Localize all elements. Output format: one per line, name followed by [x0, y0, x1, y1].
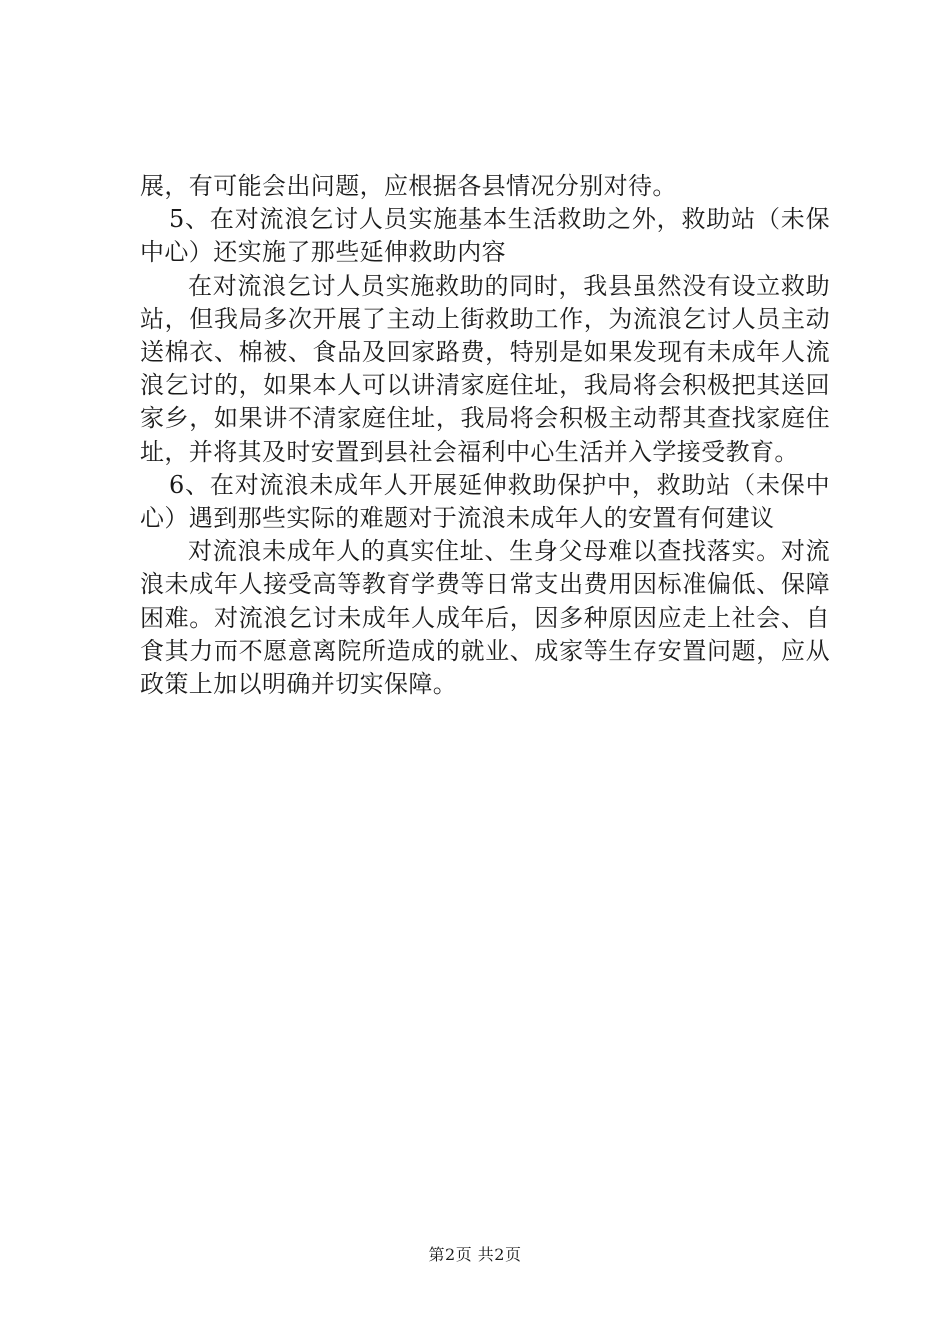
paragraph-difficulties: 对流浪未成年人的真实住址、生身父母难以查找落实。对流浪未成年人接受高等教育学费等日常支出费用因标准偏低、保障困难。对流浪乞讨未成年人成年后，因多种原因应走上社会、自食其力而不愿意离院所造成的就业、成家等生存安置问题，应从政策上加以明确并切实保障。 — [140, 537, 830, 699]
paragraph-continuation: 展，有可能会出问题，应根据各县情况分别对待。 — [140, 172, 677, 200]
section-heading-5: 5、在对流浪乞讨人员实施基本生活救助之外，救助站（未保中心）还实施了那些延伸救助内容 — [140, 205, 830, 267]
paragraph-rescue-measures: 在对流浪乞讨人员实施救助的同时，我县虽然没有设立救助站，但我局多次开展了主动上街救助工作，为流浪乞讨人员主动送棉衣、棉被、食品及回家路费，特别是如果发现有未成年人流浪乞讨的，如果本人可以讲清家庭住址，我局将会积极把其送回家乡，如果讲不清家庭住址，我局将会积极主动帮其查找家庭住址，并将其及时安置到县社会福利中心生活并入学接受教育。 — [140, 271, 830, 466]
page-number-footer: 第2页 共2页 — [428, 1245, 522, 1264]
document-body — [140, 170, 830, 701]
section-heading-6: 6、在对流浪未成年人开展延伸救助保护中，救助站（未保中心）遇到那些实际的难题对于流浪未成年人的安置有何建议 — [140, 470, 830, 533]
